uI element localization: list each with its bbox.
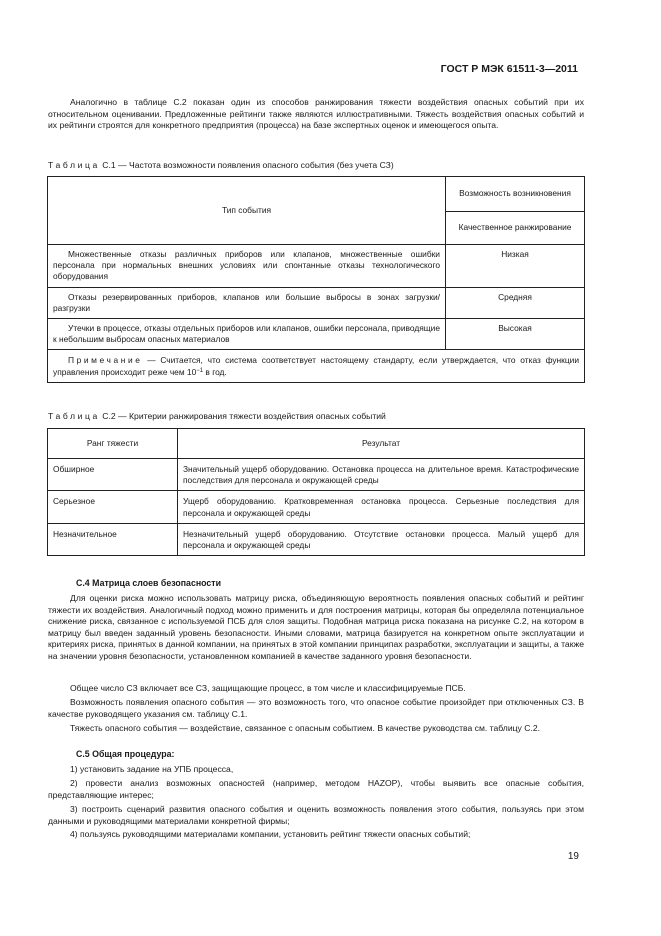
section-c4-p1: Для оценки риска можно использовать матрицу риска, объединяющую вероятность появления опасных событий и рейтинг тяжести их воздействия. Аналогичный подход можно применить и для построения матрицы, которая бы определяла потенциальное снижение риска, связанное с используемой ПСБ для слоя защиты. Подобная матрица риска показана на рисунке С.2, на котором в матрицу был введен заданный уровень безопасности. Иными словами, матрица базируется на конкретном опыте эксплуатации и критериях риска, принятых в данной компании, на принятых в этой компании принципах разработки, эксплуатации и защиты, а также на значении уровня безопасности, установленном компанией в качестве заданного уровня безопасности. [48,593,584,661]
list-item: 3) построить сценарий развития опасного события и оценить возможность появления этого события, пользуясь при этом данными и руководящими материалами конкретной фирмы; [48,804,584,826]
table2-caption-word: Таблица [48,411,100,421]
table1-note-word: Примечание [68,355,143,366]
list-item: 2) провести анализ возможных опасностей (например, методом HAZOP), чтобы выявить все опасные события, представляющие интерес; [48,778,584,800]
table1-rank-cell: Высокая [446,319,585,350]
section-c5-heading: С.5 Общая процедура: [76,749,175,759]
table-c1 [47,176,585,383]
table-row [48,491,585,523]
table2-result-cell: Значительный ущерб оборудованию. Остановка процесса на длительное время. Катастрофические последствия для персонала и окружающей среды [178,459,585,491]
table1-event-cell: Отказы резервированных приборов, клапанов или большие выбросы в зонах загрузки/разгрузки [48,287,446,318]
table1-head-possibility: Возможность возникновения [446,177,585,212]
list-item: 1) установить задание на УПБ процесса, [70,764,234,774]
table1-head-ranking: Качественное ранжирование [446,212,585,245]
table1-note-tail: в год. [203,366,227,377]
table1-event-cell: Множественные отказы различных приборов или клапанов, множественные ошибки персонала при нормальных внешних условиях или спонтанные отказы технологического оборудования [48,245,446,288]
page-number: 19 [567,851,579,862]
table1-rank-cell: Низкая [446,245,585,288]
section-c4-heading: С.4 Матрица слоев безопасности [76,578,222,588]
table-row [48,459,585,491]
table-row [48,319,585,350]
table1-note-text: — Считается, что система соответствует настоящему стандарту, если утверждается, что отказ функции управления происходит реже чем 10 [53,355,579,377]
section-c4-p4: Тяжесть опасного события — воздействие, связанное с опасным событием. В качестве руководства см. таблицу С.2. [70,723,540,733]
table1-rank-cell: Средняя [446,287,585,318]
table1-caption-word: Таблица [48,160,100,170]
section-c4-p2: Общее число СЗ включает все СЗ, защищающие процесс, в том числе и классифицируемые ПСБ. [70,683,466,693]
section-c4-p3: Возможность появления опасного события — это возможность того, что опасное событие произойдет при отключенных СЗ. В качестве руководящего указания см. таблицу С.1. [48,697,584,719]
table1-caption-text: С.1 — Частота возможности появления опасного события (без учета СЗ) [102,160,394,170]
table-row [48,287,585,318]
intro-paragraph: Аналогично в таблице С.2 показан один из способов ранжирования тяжести воздействия опасных событий при их относительном оценивании. Предложенные рейтинги также являются иллюстративными. Тяжесть воздействия опасных событий и их рейтинги строятся для конкретного предприятия (процесса) на базе экспертных оценок и имеющегося опыта. [48,97,584,131]
table1-event-cell: Утечки в процессе, отказы отдельных приборов или клапанов, ошибки персонала, приводящие к небольшим выбросам опасных материалов [48,319,446,350]
table1-caption [48,160,394,172]
table-row [48,523,585,555]
table2-rank-cell: Серьезное [48,491,178,523]
table2-head-result: Результат [178,429,585,459]
table2-head-rank: Ранг тяжести [48,429,178,459]
table1-note-exponent: −1 [196,367,204,374]
table-row [48,245,585,288]
table2-caption-text: С.2 — Критерии ранжирования тяжести воздействия опасных событий [102,411,386,421]
table2-result-cell: Ущерб оборудованию. Кратковременная остановка процесса. Серьезные последствия для персонала и окружающей среды [178,491,585,523]
table-c2 [47,428,585,556]
list-item: 4) пользуясь руководящими материалами компании, установить рейтинг тяжести опасных событий; [70,829,471,839]
table2-caption [48,411,386,423]
table2-rank-cell: Обширное [48,459,178,491]
document-header: ГОСТ Р МЭК 61511-3—2011 [440,63,578,75]
table2-rank-cell: Незначительное [48,523,178,555]
table1-note [48,350,585,382]
table1-head-event-type: Тип события [48,177,446,245]
table2-result-cell: Незначительный ущерб оборудованию. Отсутствие остановки процесса. Малый ущерб для персонала и окружающей среды [178,523,585,555]
